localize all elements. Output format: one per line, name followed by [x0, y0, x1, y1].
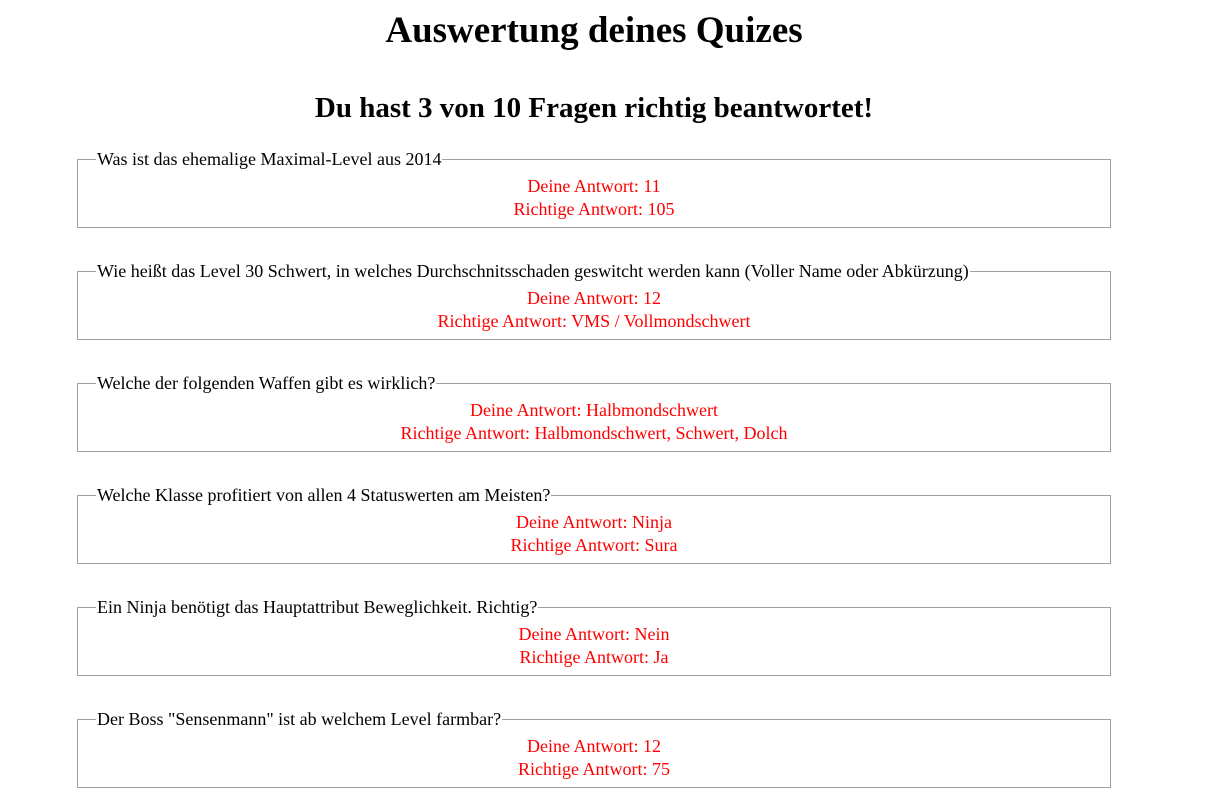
correct-answer: Richtige Antwort: Sura: [510, 535, 678, 555]
correct-answer: Richtige Antwort: Ja: [519, 647, 669, 667]
page-title: Auswertung deines Quizes: [385, 10, 803, 51]
question-text: Was ist das ehemalige Maximal-Level aus 2014: [97, 149, 442, 169]
correct-answer: Richtige Antwort: 75: [518, 759, 670, 779]
your-answer: Deine Antwort: Nein: [518, 624, 670, 644]
question-text: Wie heißt das Level 30 Schwert, in welches Durchschnitsschaden geswitcht werden kann (Voller Name oder Abkürzung): [97, 261, 969, 281]
question-list: [77, 149, 1111, 788]
question-text: Welche der folgenden Waffen gibt es wirklich?: [97, 373, 436, 393]
question-text: Welche Klasse profitiert von allen 4 Statuswerten am Meisten?: [97, 485, 551, 505]
question-block-3: [77, 373, 1111, 452]
question-block-5: [77, 597, 1111, 676]
your-answer: Deine Antwort: Halbmondschwert: [470, 400, 718, 420]
quiz-result-page: [77, 0, 1111, 788]
question-block-2: [77, 261, 1111, 340]
correct-answer: Richtige Antwort: Halbmondschwert, Schwert, Dolch: [400, 423, 788, 443]
your-answer: Deine Antwort: 12: [527, 288, 661, 308]
question-text: Ein Ninja benötigt das Hauptattribut Beweglichkeit. Richtig?: [97, 597, 538, 617]
your-answer: Deine Antwort: 11: [527, 176, 661, 196]
your-answer: Deine Antwort: 12: [527, 736, 661, 756]
question-block-6: [77, 709, 1111, 788]
question-block-1: [77, 149, 1111, 228]
score-summary: Du hast 3 von 10 Fragen richtig beantwortet!: [314, 92, 874, 124]
your-answer: Deine Antwort: Ninja: [516, 512, 672, 532]
question-text: Der Boss "Sensenmann" ist ab welchem Level farmbar?: [97, 709, 502, 729]
correct-answer: Richtige Antwort: VMS / Vollmondschwert: [437, 311, 751, 331]
correct-answer: Richtige Antwort: 105: [513, 199, 675, 219]
question-block-4: [77, 485, 1111, 564]
